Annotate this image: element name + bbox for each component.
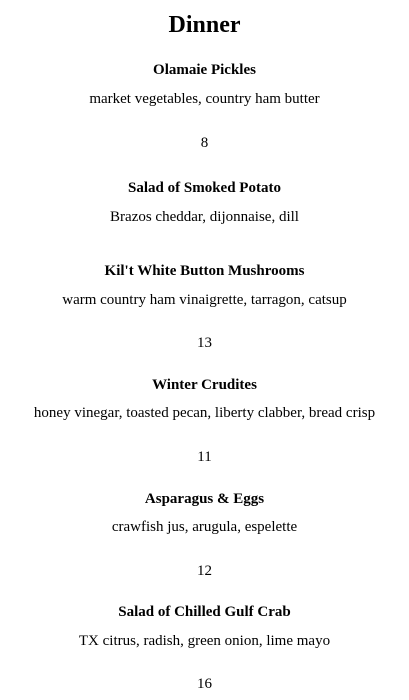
menu-item-description: warm country ham vinaigrette, tarragon, catsup <box>62 292 347 308</box>
menu-title: Dinner <box>168 12 241 38</box>
menu-item-price: 13 <box>197 335 212 351</box>
menu-item-name: Asparagus & Eggs <box>144 491 265 507</box>
menu-item-description: market vegetables, country ham butter <box>89 91 320 107</box>
menu-item-name: Kil't White Button Mushrooms <box>104 263 305 279</box>
menu-item-price: 11 <box>197 449 212 465</box>
menu-item-description: Brazos cheddar, dijonnaise, dill <box>110 209 299 225</box>
menu-item-description: crawfish jus, arugula, espelette <box>111 519 298 535</box>
menu-item-price: 12 <box>197 563 212 579</box>
menu-item-price: 8 <box>200 135 209 151</box>
menu-item-name: Winter Crudites <box>152 377 257 393</box>
menu-item-description: honey vinegar, toasted pecan, liberty clabber, bread crisp <box>33 405 376 421</box>
menu-item-name: Salad of Chilled Gulf Crab <box>118 604 291 620</box>
menu-item-price: 16 <box>197 676 212 692</box>
menu-item-name: Salad of Smoked Potato <box>128 180 281 196</box>
menu-item-name: Olamaie Pickles <box>153 62 256 78</box>
menu-item-description: TX citrus, radish, green onion, lime mayo <box>78 633 331 649</box>
